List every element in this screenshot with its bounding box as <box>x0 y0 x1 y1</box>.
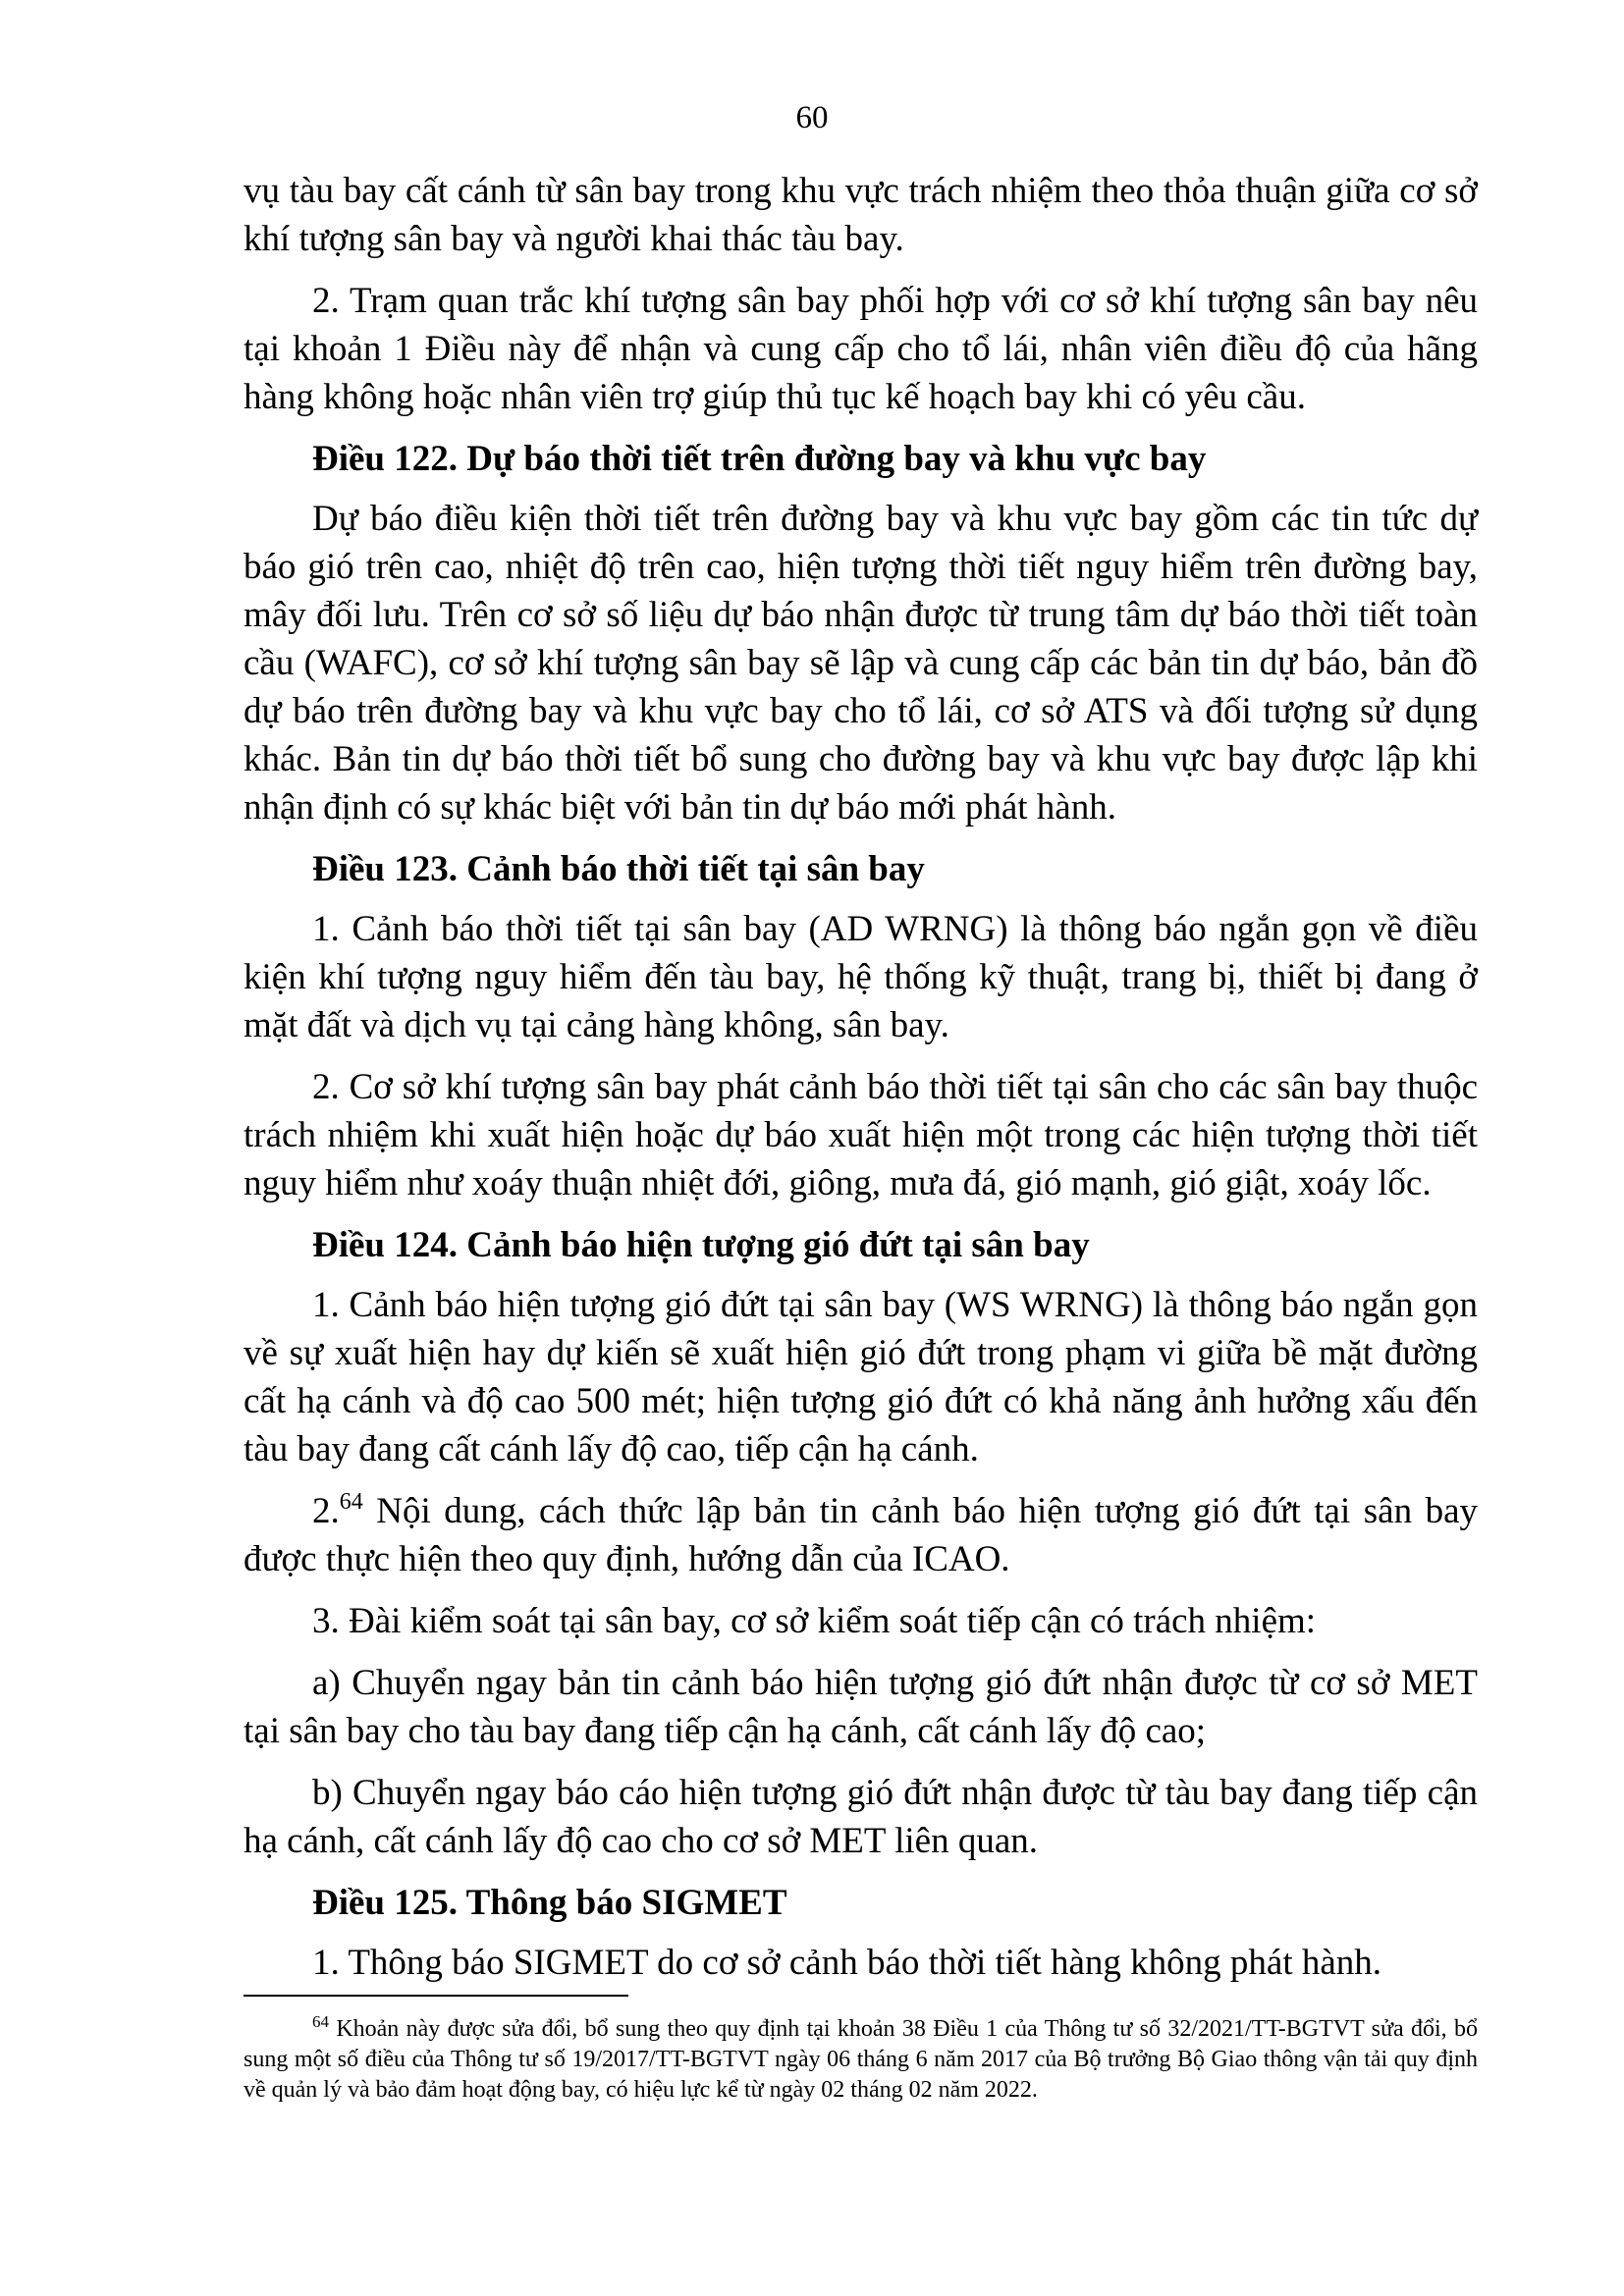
article-heading-124: Điều 124. Cảnh báo hiện tượng gió đứt tại sân bay <box>312 1225 1090 1265</box>
footnote-text: Khoản này được sửa đổi, bổ sung theo quy định tại khoản 38 Điều 1 của Thông tư số 32/2021/TT-BGTVT sửa đổi, bổ sung một số điều của Thông tư số 19/2017/TT-BGTVT ngày 06 tháng 6 năm 2017 của Bộ trưởng Bộ Giao thông vận tải quy định về quản lý và bảo đảm hoạt động bay, có hiệu lực kể từ ngày 02 tháng 02 năm 2022. <box>244 2016 1478 2103</box>
clause-text: Nội dung, cách thức lập bản tin cảnh báo hiện tượng gió đứt tại sân bay được thực hiện theo quy định, hướng dẫn của ICAO. <box>244 1491 1478 1579</box>
paragraph-continuation: vụ tàu bay cất cánh từ sân bay trong khu vực trách nhiệm theo thỏa thuận giữa cơ sở khí tượng sân bay và người khai thác tàu bay. <box>244 171 1478 259</box>
paragraph-clause-2: 2. Trạm quan trắc khí tượng sân bay phối hợp với cơ sở khí tượng sân bay nêu tại khoản 1 Điều này để nhận và cung cấp cho tổ lái, nhân viên điều độ của hãng hàng không hoặc nhân viên trợ giúp thủ tục kế hoạch bay khi có yêu cầu. <box>244 281 1478 417</box>
paragraph-article-124-item-b: b) Chuyển ngay báo cáo hiện tượng gió đứt nhận được từ tàu bay đang tiếp cận hạ cánh, cất cánh lấy độ cao cho cơ sở MET liên quan. <box>244 1773 1478 1861</box>
paragraph-article-123-clause-1: 1. Cảnh báo thời tiết tại sân bay (AD WRNG) là thông báo ngắn gọn về điều kiện khí tượng nguy hiểm đến tàu bay, hệ thống kỹ thuật, trang bị, thiết bị đang ở mặt đất và dịch vụ tại cảng hàng không, sân bay. <box>244 909 1478 1045</box>
paragraph-article-124-clause-3: 3. Đài kiểm soát tại sân bay, cơ sở kiểm soát tiếp cận có trách nhiệm: <box>312 1601 1317 1641</box>
footnote-divider <box>244 1995 628 1997</box>
footnote-reference[interactable]: 64 <box>339 1489 363 1515</box>
paragraph-article-125-clause-1: 1. Thông báo SIGMET do cơ sở cảnh báo thời tiết hàng không phát hành. <box>312 1943 1382 1983</box>
clause-number: 2. <box>312 1491 340 1531</box>
article-heading-122: Điều 122. Dự báo thời tiết trên đường bay và khu vực bay <box>312 439 1207 479</box>
paragraph-article-122: Dự báo điều kiện thời tiết trên đường bay và khu vực bay gồm các tin tức dự báo gió trên cao, nhiệt độ trên cao, hiện tượng thời tiết nguy hiểm trên đường bay, mây đối lưu. Trên cơ sở số liệu dự báo nhận được từ trung tâm dự báo thời tiết toàn cầu (WAFC), cơ sở khí tượng sân bay sẽ lập và cung cấp các bản tin dự báo, bản đồ dự báo trên đường bay và khu vực bay cho tổ lái, cơ sở ATS và đối tượng sử dụng khác. Bản tin dự báo thời tiết bổ sung cho đường bay và khu vực bay được lập khi nhận định có sự khác biệt với bản tin dự báo mới phát hành. <box>244 499 1478 828</box>
article-heading-125: Điều 125. Thông báo SIGMET <box>312 1883 787 1923</box>
footnote <box>244 2014 1478 2106</box>
paragraph-article-124-clause-1: 1. Cảnh báo hiện tượng gió đứt tại sân bay (WS WRNG) là thông báo ngắn gọn về sự xuất hiện hay dự kiến sẽ xuất hiện gió đứt trong phạm vi giữa bề mặt đường cất hạ cánh và độ cao 500 mét; hiện tượng gió đứt có khả năng ảnh hưởng xấu đến tàu bay đang cất cánh lấy độ cao, tiếp cận hạ cánh. <box>244 1285 1478 1469</box>
paragraph-article-123-clause-2: 2. Cơ sở khí tượng sân bay phát cảnh báo thời tiết tại sân cho các sân bay thuộc trách nhiệm khi xuất hiện hoặc dự báo xuất hiện một trong các hiện tượng thời tiết nguy hiểm như xoáy thuận nhiệt đới, giông, mưa đá, gió mạnh, gió giật, xoáy lốc. <box>244 1067 1478 1203</box>
article-heading-123: Điều 123. Cảnh báo thời tiết tại sân bay <box>312 849 925 889</box>
document-body <box>244 167 1478 2001</box>
paragraph-article-124-clause-2 <box>244 1487 1478 1583</box>
page-number: 60 <box>795 100 829 135</box>
paragraph-article-124-item-a: a) Chuyển ngay bản tin cảnh báo hiện tượng gió đứt nhận được từ cơ sở MET tại sân bay cho tàu bay đang tiếp cận hạ cánh, cất cánh lấy độ cao; <box>244 1663 1478 1751</box>
footnote-number: 64 <box>312 2012 329 2031</box>
